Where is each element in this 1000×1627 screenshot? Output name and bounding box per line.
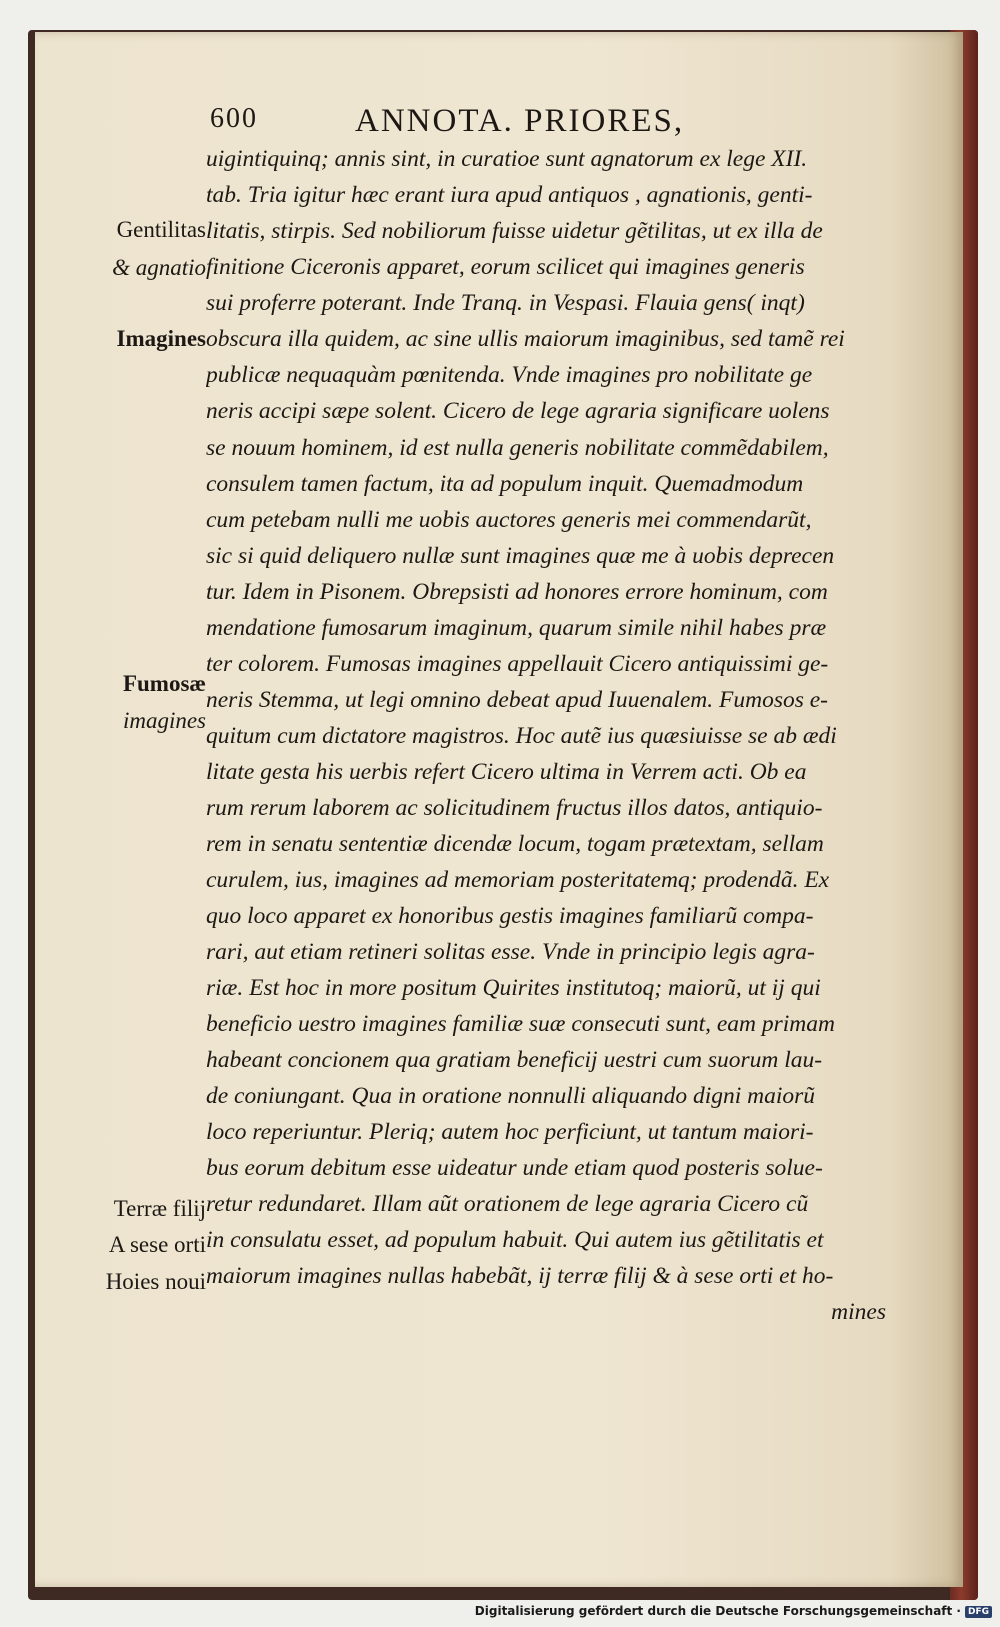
page-header	[210, 103, 770, 139]
text-line: retur redundaret. Illam aũt orationem de lege agraria Cicero cũ	[206, 1191, 809, 1217]
text-line: rari, aut etiam retineri solitas esse. Vnde in principio legis agra-	[206, 939, 815, 965]
text-line: beneficio uestro imagines familiæ suæ consecuti sunt, eam primam	[206, 1011, 836, 1037]
text-line: mendatione fumosarum imaginum, quarum simile nihil habes præ	[206, 615, 827, 641]
text-line: curulem, ius, imagines ad memoriam posteritatemq; prodendã. Ex	[206, 867, 830, 893]
text-line: se nouum hominem, id est nulla generis nobilitate commẽdabilem,	[206, 435, 829, 461]
text-line: riæ. Est hoc in more positum Quirites institutoq; maiorũ, ut ij qui	[206, 975, 821, 1001]
text-line: ter colorem. Fumosas imagines appellauit Cicero antiquissimi ge-	[206, 651, 829, 677]
text-line: cum petebam nulli me uobis auctores generis mei commendarũt,	[206, 507, 812, 533]
margin-note: & agnatio	[112, 255, 206, 280]
catchword: mines	[831, 1299, 886, 1325]
margin-note: Gentilitas	[116, 217, 206, 242]
digitization-credit	[475, 1604, 992, 1622]
text-line: litate gesta his uerbis refert Cicero ultima in Verrem acti. Ob ea	[206, 759, 807, 785]
running-head: ANNOTA. PRIORES,	[355, 103, 685, 139]
page-number: 600	[210, 103, 258, 134]
text-line: obscura illa quidem, ac sine ullis maiorum imaginibus, sed tamẽ rei	[206, 326, 845, 352]
margin-note: Terræ filij	[113, 1196, 206, 1221]
margin-note: Hoies noui	[105, 1269, 206, 1294]
text-line: finitione Ciceronis apparet, eorum scilicet qui imagines generis	[206, 254, 805, 280]
text-line: tab. Tria igitur hæc erant iura apud antiquos , agnationis, genti-	[206, 182, 813, 208]
text-line: rem in senatu sententiæ dicendæ locum, togam prætextam, sellam	[206, 831, 824, 857]
text-line: tur. Idem in Pisonem. Obrepsisti ad honores errore hominum, com	[206, 579, 828, 605]
text-line: in consulatu esset, ad populum habuit. Qui autem ius gẽtilitatis et	[206, 1227, 824, 1253]
text-line: quitum cum dictatore magistros. Hoc autẽ ius quæsiuisse se ab ædi	[206, 723, 837, 749]
text-line: neris accipi sæpe solent. Cicero de lege agraria significare uolens	[206, 398, 830, 424]
text-line: litatis, stirpis. Sed nobiliorum fuisse uidetur gẽtilitas, ut ex illa de	[206, 218, 823, 244]
text-line: quo loco apparet ex honoribus gestis imagines familiarũ compa-	[206, 903, 814, 929]
text-line: loco reperiuntur. Pleriq; autem hoc perficiunt, ut tantum maiori-	[206, 1119, 814, 1145]
margin-note: Imagines	[116, 326, 206, 351]
text-line: habeant concionem qua gratiam beneficij uestri cum suorum lau-	[206, 1047, 823, 1073]
text-line: neris Stemma, ut legi omnino debeat apud Iuuenalem. Fumosos e-	[206, 687, 828, 713]
credit-text: Digitalisierung gefördert durch die Deutsche Forschungsgemeinschaft ·	[474, 1604, 961, 1618]
text-line: de coniungant. Qua in oratione nonnulli aliquando digni maiorũ	[206, 1083, 816, 1109]
text-line: consulem tamen factum, ita ad populum inquit. Quemadmodum	[206, 471, 804, 497]
margin-note: Fumosæ	[122, 671, 206, 696]
text-line: publicæ nequaquàm pœnitenda. Vnde imagines pro nobilitate ge	[206, 362, 813, 388]
text-line: rum rerum laborem ac solicitudinem fructus illos datos, antiquio-	[206, 795, 823, 821]
margin-note: A sese orti	[108, 1232, 206, 1257]
text-line: uigintiquinq; annis sint, in curatioe sunt agnatorum ex lege XII.	[206, 146, 808, 172]
margin-note: imagines	[122, 708, 206, 733]
text-line: sic si quid deliquero nullæ sunt imagines quæ me à uobis deprecen	[206, 543, 835, 569]
text-line: bus eorum debitum esse uideatur unde etiam quod posteris solue-	[206, 1155, 823, 1181]
text-line: maiorum imagines nullas habebãt, ij terræ filij & à sese orti et ho-	[206, 1263, 834, 1289]
dfg-logo: DFG	[965, 1606, 992, 1618]
text-line: sui proferre poterant. Inde Tranq. in Vespasi. Flauia gens( inqt)	[206, 290, 805, 316]
